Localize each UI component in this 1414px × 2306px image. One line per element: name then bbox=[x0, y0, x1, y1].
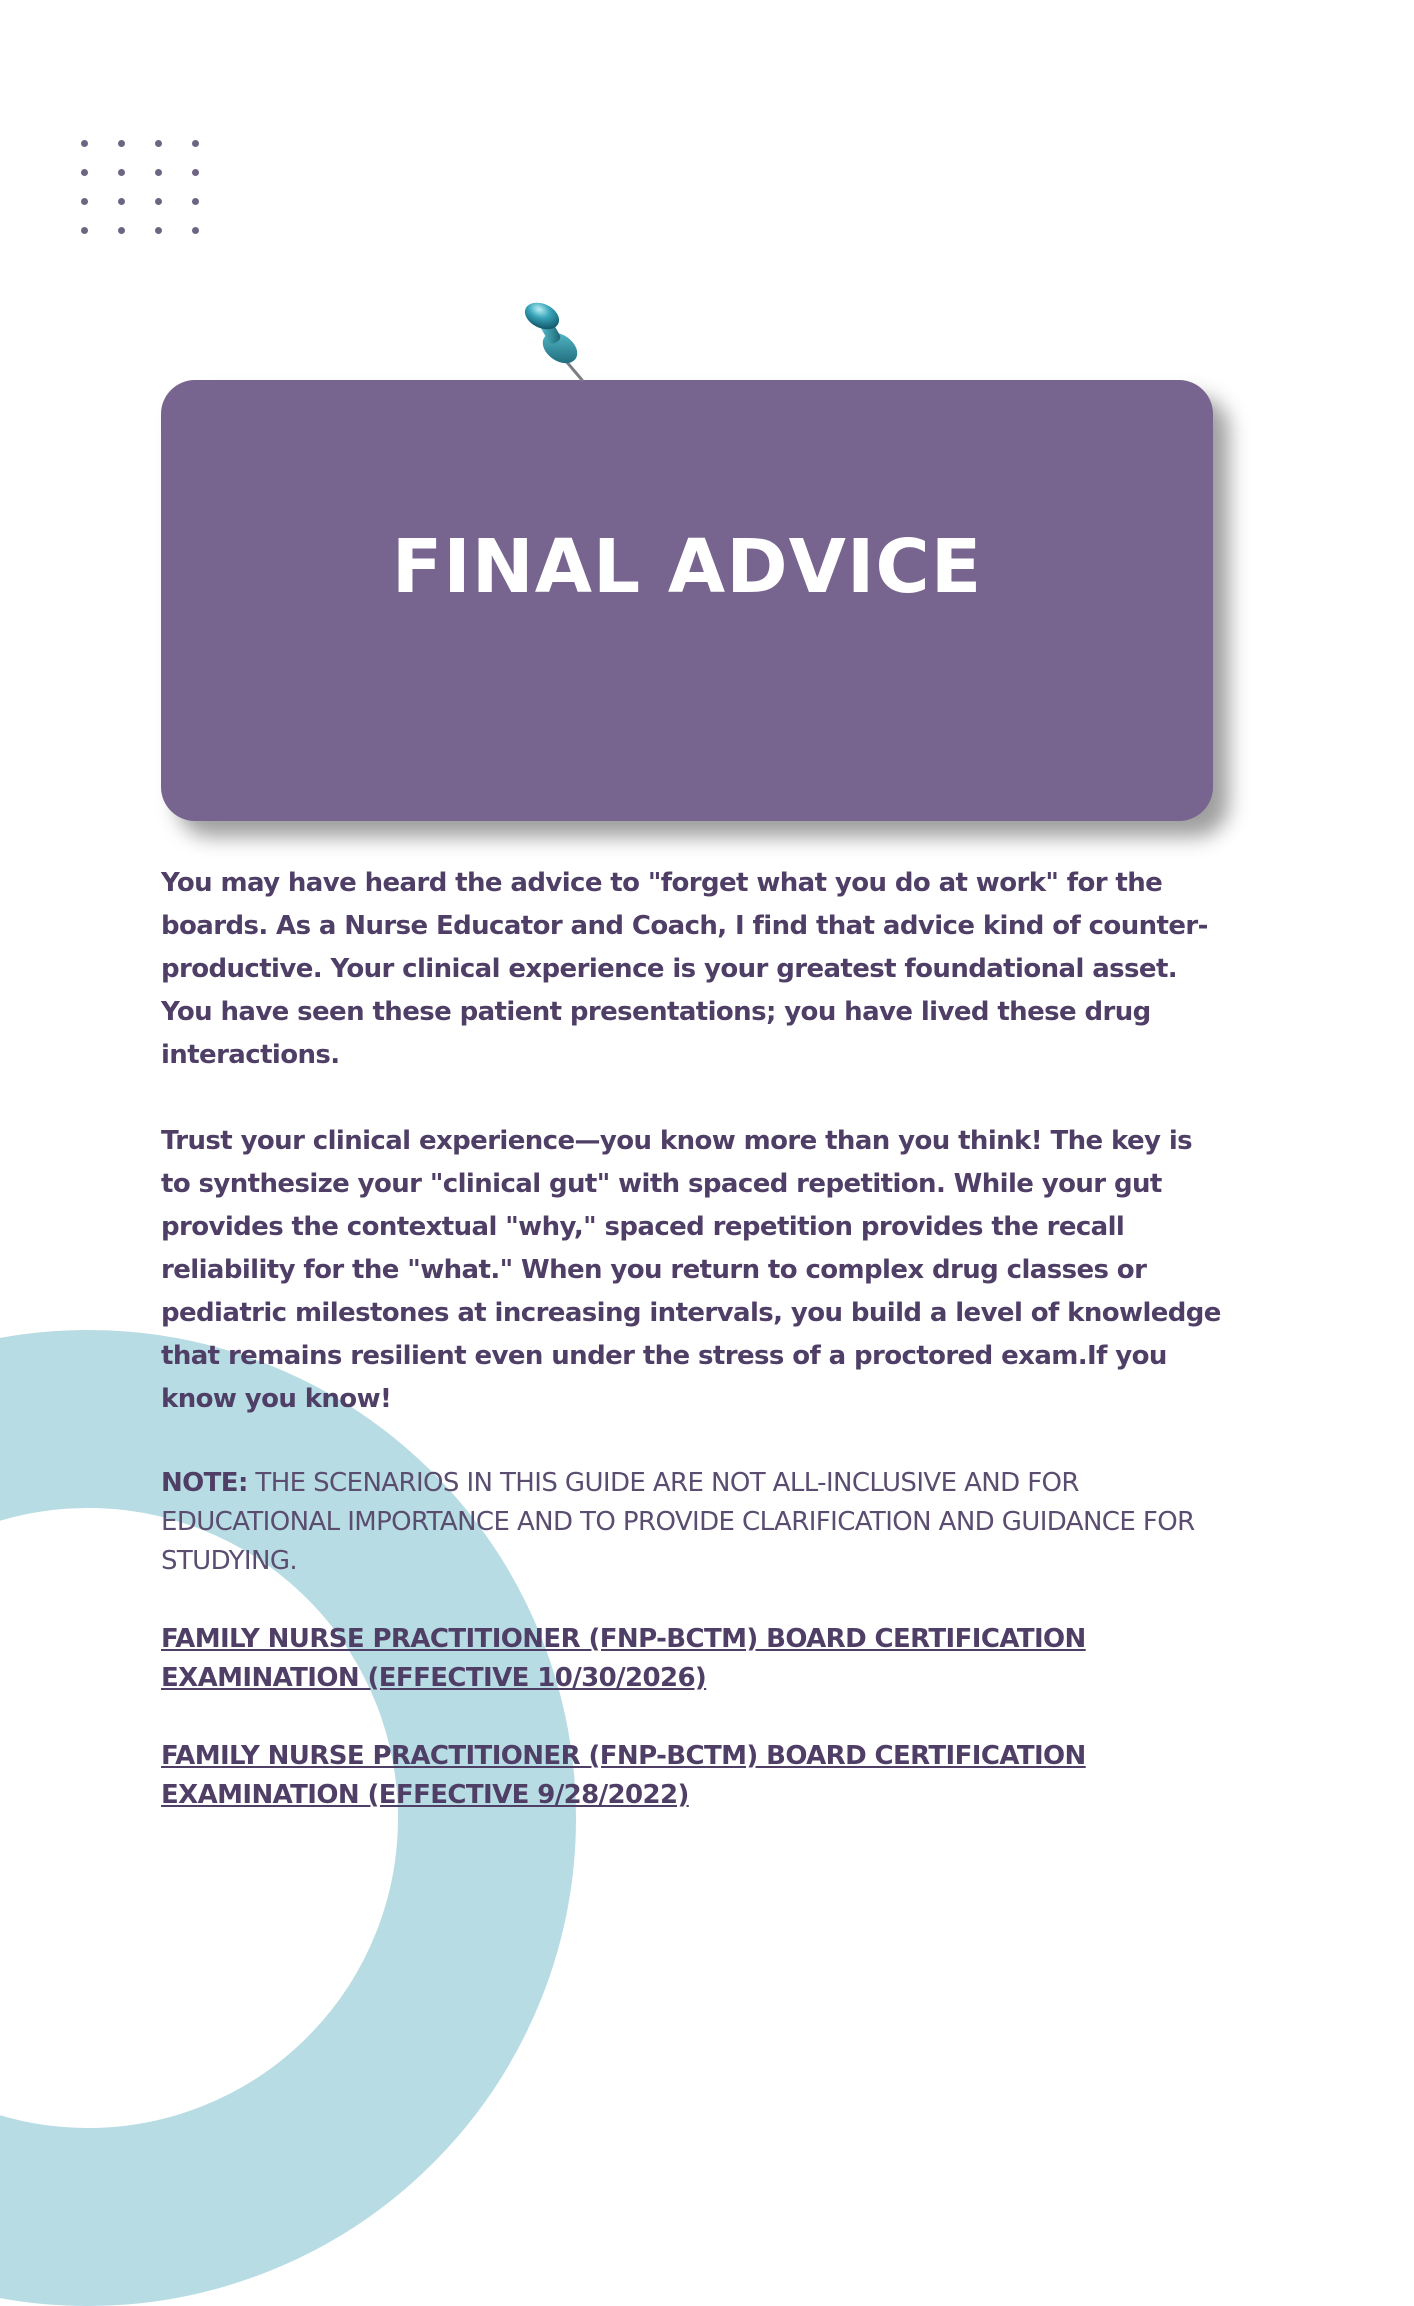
dot bbox=[192, 169, 199, 176]
dot bbox=[155, 198, 162, 205]
dot bbox=[118, 198, 125, 205]
note-paragraph bbox=[161, 1464, 1226, 1581]
dot bbox=[192, 227, 199, 234]
note-text: THE SCENARIOS IN THIS GUIDE ARE NOT ALL-INCLUSIVE AND FOR EDUCATIONAL IMPORTANCE AND TO PROVIDE CLARIFICATION AND GUIDANCE FOR STUDYING. bbox=[161, 1468, 1195, 1576]
dot bbox=[155, 140, 162, 147]
title-card bbox=[161, 380, 1213, 821]
exam-link-2026[interactable]: FAMILY NURSE PRACTITIONER (FNP-BCTM) BOARD CERTIFICATION EXAMINATION (EFFECTIVE 10/30/2026) bbox=[161, 1624, 1086, 1693]
dot bbox=[192, 140, 199, 147]
push-pin-icon bbox=[520, 298, 592, 382]
advice-paragraph: Trust your clinical experience—you know more than you think! The key is to synthesize your "clinical gut" with spaced repetition. While your gut provides the contextual "why," spaced repetition provides the recall reliability for the "what." When you return to complex drug classes or pediatric milestones at increasing intervals, you build a level of knowledge that remains resilient even under the stress of a proctored exam.If you know you know! bbox=[161, 1126, 1221, 1414]
dot bbox=[155, 169, 162, 176]
body-content bbox=[161, 862, 1226, 1854]
dot bbox=[81, 198, 88, 205]
dot-grid-decoration bbox=[81, 140, 200, 235]
note-label: NOTE: bbox=[161, 1468, 248, 1498]
dot bbox=[192, 198, 199, 205]
exam-link-2022[interactable]: FAMILY NURSE PRACTITIONER (FNP-BCTM) BOARD CERTIFICATION EXAMINATION (EFFECTIVE 9/28/2022) bbox=[161, 1741, 1086, 1810]
dot bbox=[118, 227, 125, 234]
dot bbox=[118, 169, 125, 176]
dot bbox=[81, 140, 88, 147]
advice-paragraph: You may have heard the advice to "forget what you do at work" for the boards. As a Nurse Educator and Coach, I find that advice kind of counter-productive. Your clinical experience is your greatest foundational asset. You have seen these patient presentations; you have lived these drug interactions. bbox=[161, 868, 1208, 1070]
dot bbox=[155, 227, 162, 234]
page-title: FINAL ADVICE bbox=[391, 524, 983, 610]
dot bbox=[118, 140, 125, 147]
dot bbox=[81, 227, 88, 234]
dot bbox=[81, 169, 88, 176]
